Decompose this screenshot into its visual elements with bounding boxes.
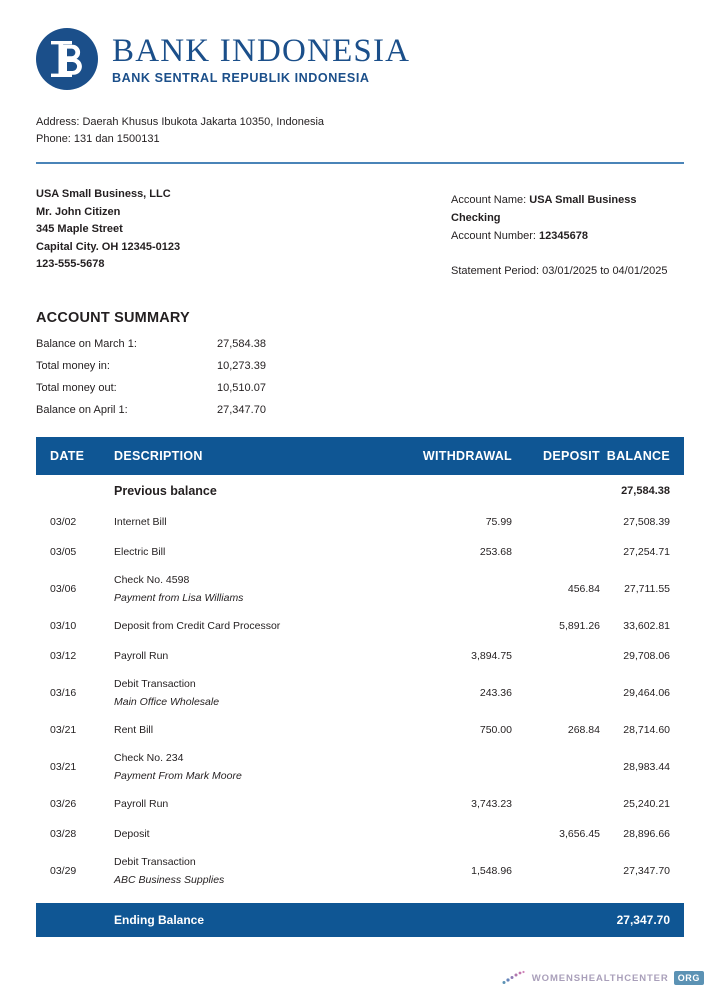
cell-date: 03/06 [50,583,77,596]
transaction-row [36,671,684,715]
summary-value: 10,510.07 [217,382,266,395]
cell-description [114,752,394,782]
cell-date: 03/10 [50,620,77,633]
parties-block [36,186,684,280]
cell-date: 03/28 [50,828,77,841]
cell-balance: 28,983.44 [623,761,670,774]
account-name-row [451,192,684,228]
bank-address-line: Address: Daerah Khusus Ibukota Jakarta 10350, Indonesia [36,116,325,128]
transaction-row [36,507,684,537]
watermark-text: WOMENSHEALTHCENTER [531,972,669,984]
transactions-body [36,507,684,893]
cell-withdrawal: 243.36 [479,687,512,700]
header-divider [36,162,684,164]
description-main: Internet Bill [114,516,167,529]
watermark [501,970,704,986]
cell-description [114,650,394,662]
cell-withdrawal: 750.00 [479,724,512,737]
description-main: Check No. 234 [114,752,184,765]
cell-balance: 27,584.38 [621,485,670,498]
cell-balance: 27,711.55 [624,583,670,596]
cell-date: 03/05 [50,546,77,559]
statement-period: Statement Period: 03/01/2025 to 04/01/2025 [451,264,668,277]
transactions-table [36,437,684,937]
description-sub: Payment from Lisa Williams [114,592,244,605]
description-main: Payroll Run [114,650,169,663]
cell-balance: 29,464.06 [623,687,670,700]
bank-phone-line: Phone: 131 dan 1500131 [36,133,160,146]
cell-balance: 28,896.66 [623,828,670,841]
cell-description [114,620,394,632]
account-summary-title: ACCOUNT SUMMARY [36,310,190,327]
cell-description [114,678,394,708]
cell-withdrawal: 3,743.23 [471,798,512,811]
account-number-label: Account Number: [451,229,536,242]
transaction-row [36,715,684,745]
ending-balance-value: 27,347.70 [616,913,670,928]
account-number-row [451,228,684,246]
transaction-row [36,745,684,789]
summary-label: Total money out: [36,382,117,395]
cell-deposit: 3,656.45 [559,828,600,841]
description-main: Rent Bill [114,724,154,737]
account-info-block [451,186,684,280]
dots-swoosh-icon [501,970,527,986]
statement-header [36,0,684,84]
cell-withdrawal: 1,548.96 [471,865,512,878]
account-name-label: Account Name: [451,194,527,207]
cell-description [114,516,394,528]
description-main: Payroll Run [114,798,169,811]
customer-address-block [36,186,451,280]
cell-withdrawal: 75.99 [485,516,512,529]
transaction-row [36,849,684,893]
column-header-deposit: DEPOSIT [543,449,600,464]
bank-contact-block [36,114,684,148]
description-main: Debit Transaction [114,678,196,691]
cell-withdrawal: 3,894.75 [471,650,512,663]
column-header-withdrawal: WITHDRAWAL [422,449,512,464]
summary-value: 27,584.38 [217,338,266,351]
summary-label: Total money in: [36,360,110,373]
transaction-row [36,641,684,671]
column-header-description: DESCRIPTION [114,449,203,464]
transaction-row [36,819,684,849]
description-sub: Payment From Mark Moore [114,770,242,783]
account-number-value: 12345678 [539,229,588,242]
cell-balance: 27,508.39 [623,516,670,529]
previous-balance-row [36,475,684,507]
cell-date: 03/02 [50,516,77,529]
account-name-value: USA Small Business Checking [451,194,637,224]
cell-date: 03/16 [50,687,77,700]
cell-deposit: 456.84 [567,583,600,596]
transaction-row [36,789,684,819]
description-main: Check No. 4598 [114,574,190,587]
description-main: Deposit from Credit Card Processor [114,620,281,633]
cell-description [114,828,394,840]
account-summary-table [36,339,684,416]
summary-row [36,339,684,350]
description-main: Deposit [114,828,150,841]
ending-balance-row [36,903,684,937]
cell-date: 03/21 [50,724,77,737]
cell-deposit: 268.84 [567,724,600,737]
customer-name: Mr. John Citizen [36,205,121,218]
summary-label: Balance on March 1: [36,338,137,351]
cell-balance: 28,714.60 [623,724,670,737]
customer-phone: 123-555-5678 [36,258,105,271]
cell-deposit: 5,891.26 [559,620,600,633]
description-main: Debit Transaction [114,856,196,869]
summary-row [36,361,684,372]
cell-balance: 27,254.71 [623,546,670,559]
cell-date: 03/26 [50,798,77,811]
brand-subtitle: BANK SENTRAL REPUBLIK INDONESIA [112,70,370,85]
summary-value: 27,347.70 [217,404,266,417]
description-sub: Main Office Wholesale [114,696,220,709]
cell-balance: 29,708.06 [623,650,670,663]
cell-description [114,798,394,810]
description-main: Electric Bill [114,546,166,559]
summary-label: Balance on April 1: [36,404,128,417]
summary-row [36,383,684,394]
transaction-row [36,537,684,567]
cell-description [114,724,394,736]
watermark-badge: ORG [674,971,704,985]
customer-company: USA Small Business, LLC [36,188,171,201]
cell-balance: 25,240.21 [623,798,670,811]
cell-date: 03/21 [50,761,77,774]
brand-wordmark [112,33,410,85]
cell-description: Previous balance [114,484,217,499]
cell-balance: 27,347.70 [623,865,670,878]
summary-row [36,405,684,416]
brand-title: BANK INDONESIA [112,33,411,70]
column-header-balance: BALANCE [606,449,670,464]
column-header-date: DATE [50,449,85,464]
cell-description [114,574,394,604]
customer-city-state-zip: Capital City. OH 12345-0123 [36,240,181,253]
cell-balance: 33,602.81 [623,620,670,633]
bank-indonesia-monogram-icon [36,28,98,90]
ending-balance-label: Ending Balance [114,913,205,928]
transactions-header-row [36,437,684,475]
transaction-row [36,611,684,641]
customer-street: 345 Maple Street [36,223,123,236]
summary-value: 10,273.39 [217,360,266,373]
transaction-row [36,567,684,611]
cell-date: 03/12 [50,650,77,663]
description-sub: ABC Business Supplies [114,874,225,887]
cell-withdrawal: 253.68 [479,546,512,559]
cell-date: 03/29 [50,865,77,878]
cell-description [114,856,394,886]
cell-description [114,546,394,558]
